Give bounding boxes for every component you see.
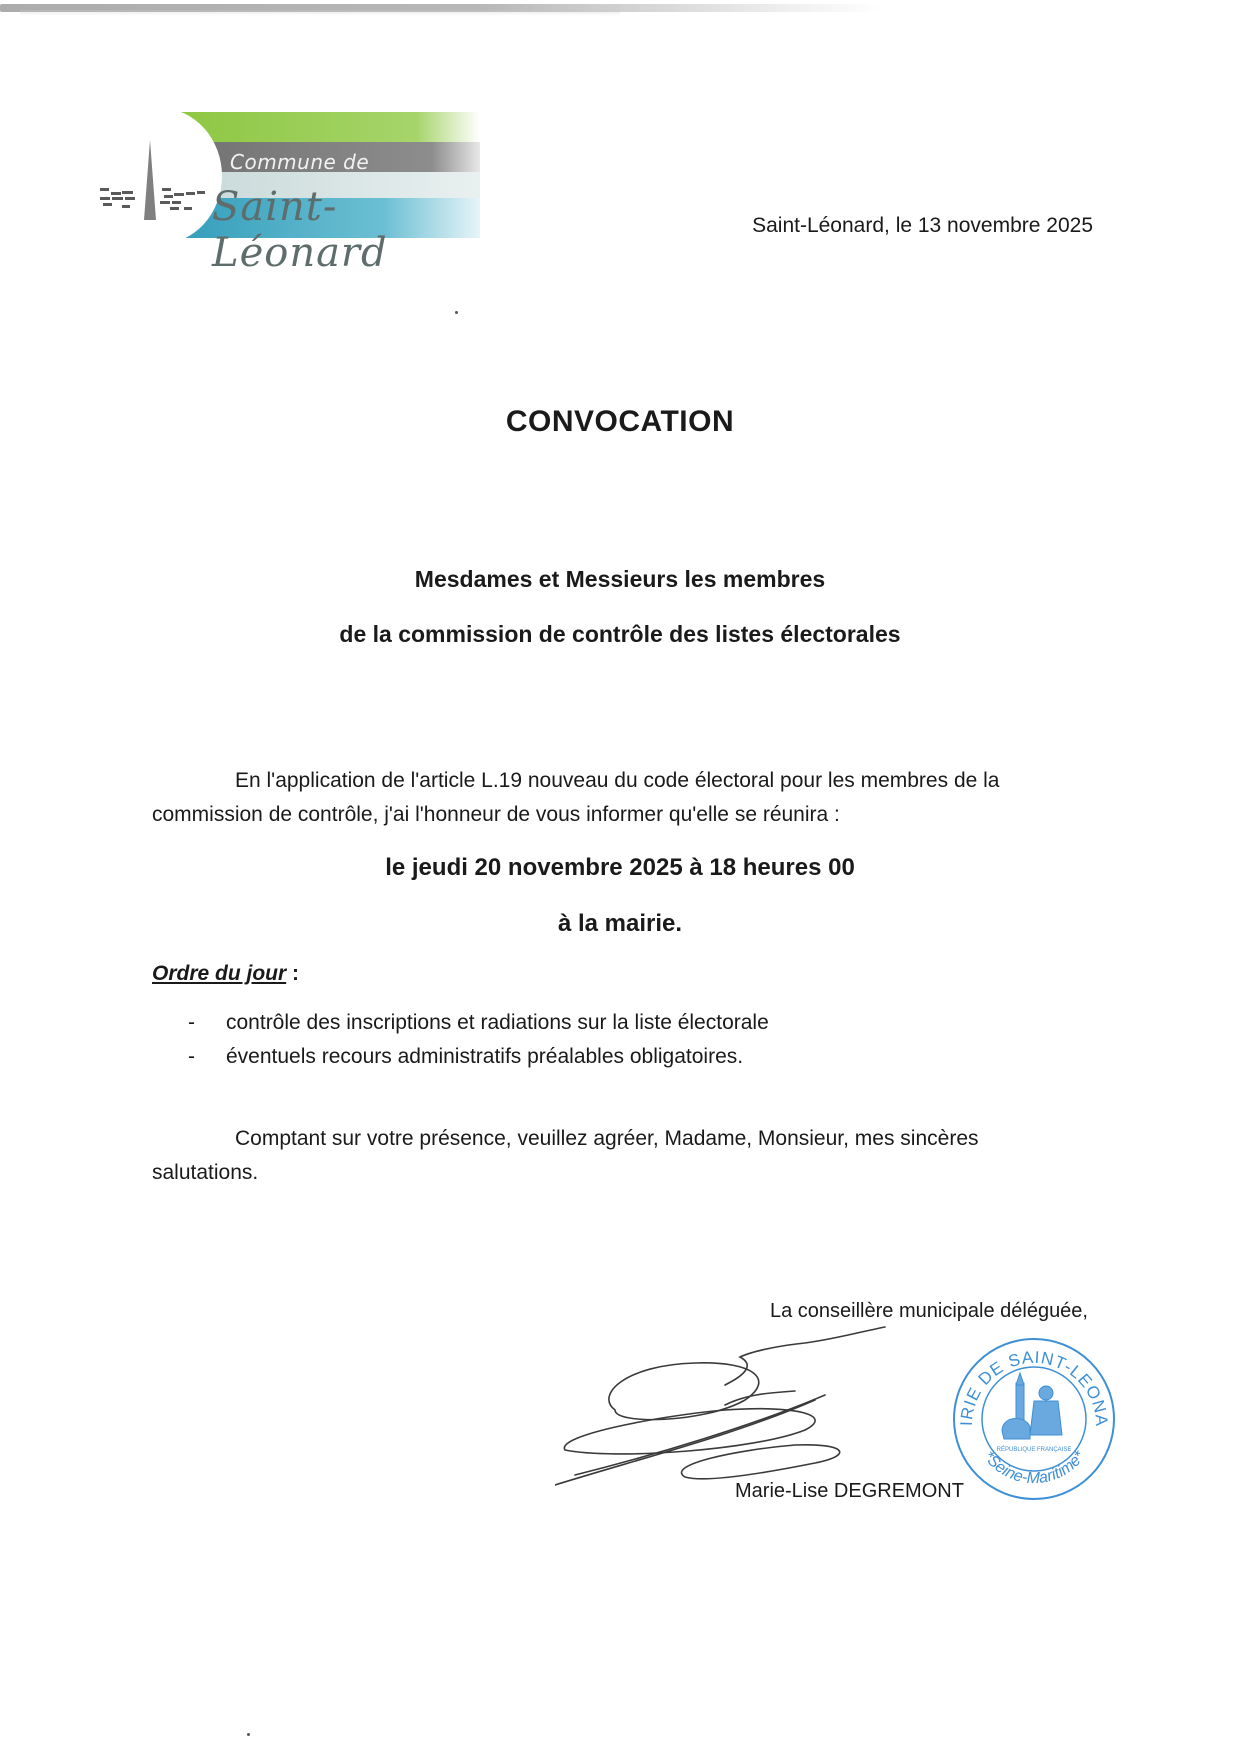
- place-and-date: Saint-Léonard, le 13 novembre 2025: [752, 214, 1093, 237]
- signatory-role: La conseillère municipale déléguée,: [770, 1300, 1088, 1322]
- agenda-colon: :: [286, 962, 300, 985]
- document-title: CONVOCATION: [505, 405, 735, 438]
- agenda-item-text: contrôle des inscriptions et radiations sur la liste électorale: [226, 1011, 769, 1034]
- meeting-date: le jeudi 20 novembre 2025 à 18 heures 00: [385, 854, 855, 881]
- intro-paragraph: [152, 764, 1082, 832]
- agenda-list: [188, 1006, 769, 1074]
- svg-text:*Seine-Maritime*: *Seine-Maritime*: [979, 1448, 1089, 1488]
- municipal-stamp: [950, 1335, 1118, 1508]
- agenda-item: [188, 1040, 769, 1074]
- scan-edge-shadow: [0, 4, 880, 12]
- logo-text-commune: Commune de: [230, 150, 370, 174]
- stamp-seal: [950, 1335, 1118, 1503]
- meeting-place: à la mairie.: [557, 910, 683, 937]
- handwritten-signature: [555, 1325, 935, 1500]
- addressee-line-2: de la commission de contrôle des listes électorales: [339, 621, 901, 647]
- agenda-heading: [152, 962, 299, 986]
- svg-text:RÉPUBLIQUE FRANÇAISE: RÉPUBLIQUE FRANÇAISE: [996, 1447, 1072, 1453]
- closing-paragraph: [152, 1122, 1082, 1190]
- scan-speck: [247, 1733, 250, 1736]
- dash-bullet-icon: -: [188, 1045, 195, 1068]
- signature-strokes: [555, 1325, 935, 1495]
- agenda-label: Ordre du jour: [152, 962, 287, 985]
- svg-text:MAIRIE DE SAINT-LEONARD: IRIE DE SAINT-LEONA: [956, 1347, 1112, 1428]
- commune-logo: [100, 112, 480, 276]
- agenda-item: [188, 1006, 769, 1040]
- agenda-item-text: éventuels recours administratifs préalables obligatoires.: [226, 1045, 744, 1068]
- dash-bullet-icon: -: [188, 1011, 195, 1034]
- signatory-name: Marie-Lise DEGREMONT: [735, 1480, 964, 1502]
- addressee-line-1: Mesdames et Messieurs les membres: [414, 566, 826, 592]
- logo-text-town: Saint-Léonard: [212, 184, 388, 276]
- scan-speck: [455, 311, 458, 314]
- closing-text: Comptant sur votre présence, veuillez agréer, Madame, Monsieur, mes sincères salutations.: [152, 1127, 979, 1184]
- intro-text: En l'application de l'article L.19 nouveau du code électoral pour les membres de la commission de contrôle, j'ai l'honneur de vous informer qu'elle se réunira :: [152, 769, 1000, 826]
